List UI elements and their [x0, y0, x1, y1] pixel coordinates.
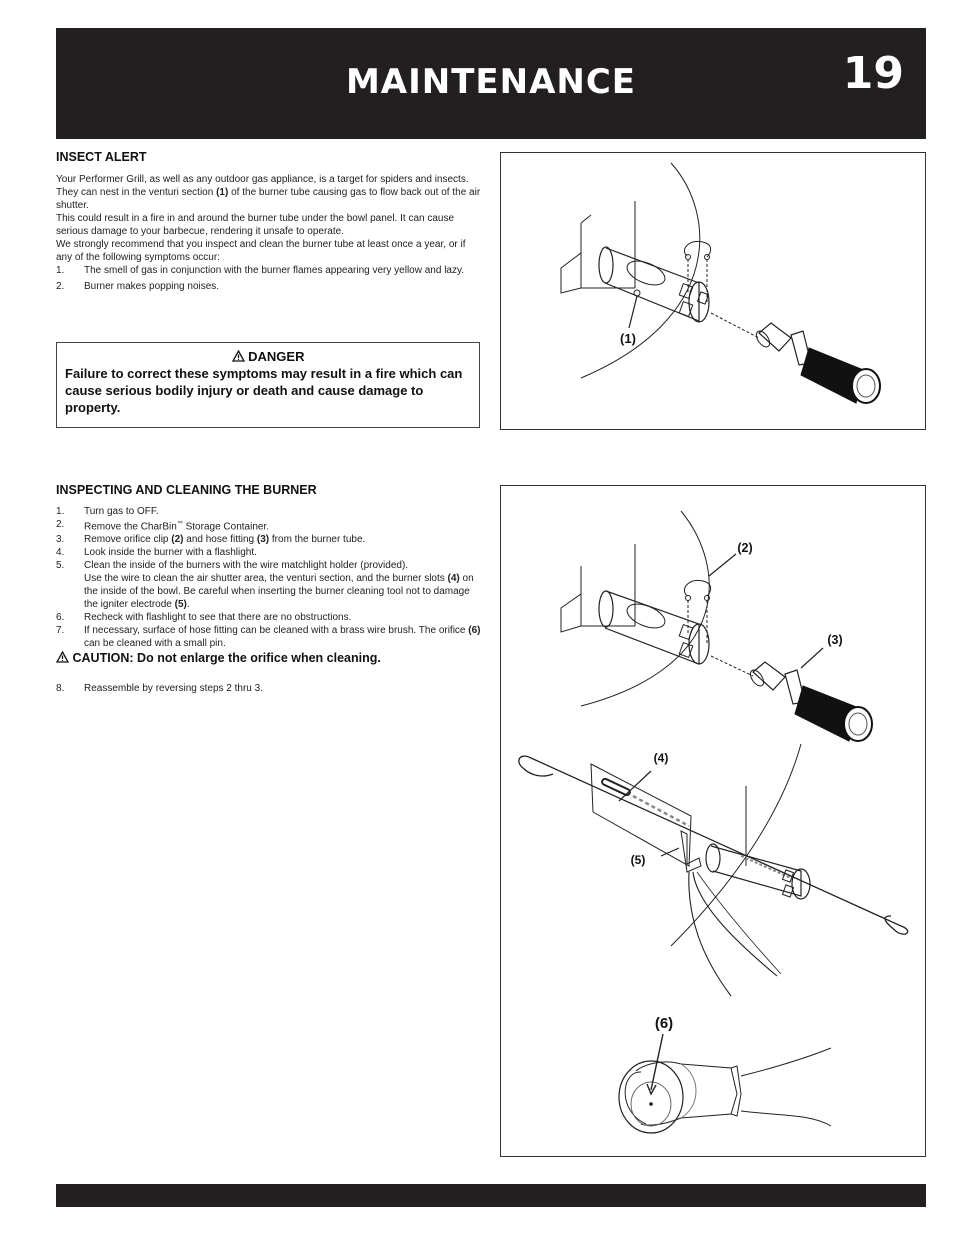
danger-message: Failure to correct these symptoms may result in a fire which can cause serious bodily injury or death and cause damage to property. — [65, 366, 463, 415]
symptom-list — [56, 264, 484, 293]
list-number: 4. — [56, 547, 65, 559]
callout-ref-1: (1) — [216, 187, 229, 198]
list-item — [56, 624, 484, 650]
list-item — [56, 611, 484, 624]
callout-label-4: (4) — [653, 751, 669, 765]
list-text: Look inside the burner with a flashlight. — [84, 547, 257, 559]
callout-label-6: (6) — [654, 1015, 674, 1032]
text-run: Remove the CharBin — [84, 521, 177, 533]
page-footer-bar — [56, 1184, 926, 1207]
list-number: 8. — [56, 683, 65, 694]
warning-triangle-icon — [56, 651, 69, 663]
list-text: Burner makes popping noises. — [84, 281, 220, 292]
text-run: and hose fitting — [183, 534, 257, 546]
trademark-symbol: ™ — [176, 521, 183, 527]
callout-ref-3: (3) — [256, 534, 270, 546]
list-item — [56, 280, 484, 293]
list-number: 1. — [56, 265, 65, 276]
inspecting-steps — [56, 505, 484, 650]
text-run: Use the wire to clean the air shutter area, the venturi section, and the burner slots — [84, 573, 448, 585]
insect-alert-paragraph-1 — [56, 173, 484, 212]
text-run: can be cleaned with a small pin. — [84, 638, 226, 650]
page-number: 19 — [842, 48, 904, 99]
caution-text: CAUTION: Do not enlarge the orifice when cleaning. — [72, 651, 381, 665]
callout-ref-6: (6) — [468, 625, 481, 637]
list-number: 3. — [56, 534, 65, 546]
figure-burner-venturi — [500, 152, 926, 430]
cleaning-illustration — [501, 486, 924, 1155]
inspecting-heading: INSPECTING AND CLEANING THE BURNER — [56, 483, 317, 497]
callout-label-1: (1) — [620, 331, 636, 346]
page-header — [56, 28, 926, 139]
list-item — [56, 546, 484, 559]
step-list-continued — [56, 682, 484, 695]
text-run: Remove orifice clip — [84, 534, 172, 546]
list-item — [56, 505, 484, 518]
list-number: 5. — [56, 560, 65, 572]
list-number: 6. — [56, 612, 65, 624]
list-number: 2. — [56, 519, 65, 530]
final-step — [56, 682, 484, 695]
list-item — [56, 264, 484, 277]
burner-illustration — [501, 153, 924, 428]
callout-label-2: (2) — [737, 541, 753, 555]
callout-label-5: (5) — [630, 853, 646, 867]
warning-triangle-icon — [232, 350, 245, 362]
figure-burner-cleaning — [500, 485, 926, 1157]
callout-ref-4: (4) — [447, 573, 460, 585]
text-run: of the burner tube causing gas to flow back out of the air shutter. — [56, 187, 481, 211]
list-text: Recheck with flashlight to see that there are no obstructions. — [84, 612, 352, 624]
text-run: Storage Container. — [182, 521, 269, 533]
list-item — [56, 518, 484, 533]
callout-ref-5: (5) — [174, 599, 187, 611]
callout-label-3: (3) — [827, 633, 843, 647]
list-item — [56, 533, 484, 546]
list-item — [56, 682, 484, 695]
danger-title — [57, 349, 479, 364]
text-run: . — [186, 599, 190, 611]
text-run: If necessary, surface of hose fitting can be cleaned with a brass wire brush. The orifice — [84, 625, 469, 637]
list-item — [56, 559, 484, 611]
insect-alert-paragraph-3: We strongly recommend that you inspect and clean the burner tube at least once a year, or if any of the following symptoms occur: — [56, 239, 466, 263]
list-number: 7. — [56, 625, 65, 637]
insect-alert-paragraph-2: This could result in a fire in and around the burner tube under the bowl panel. It can cause serious damage to your barbecue, rendering it unsafe to operate. — [56, 213, 455, 237]
danger-title-text: DANGER — [248, 349, 305, 364]
callout-ref-2: (2) — [171, 534, 184, 546]
page-title: MAINTENANCE — [345, 62, 637, 102]
caution-notice — [56, 651, 381, 665]
text-run: Your Performer Grill, as well as any outdoor gas appliance, is a target for spiders and insects. They can nest in the venturi section — [56, 174, 469, 198]
list-text: Reassemble by reversing steps 2 thru 3. — [84, 683, 263, 694]
insect-alert-heading: INSECT ALERT — [56, 150, 147, 164]
text-run: from the burner tube. — [269, 534, 366, 546]
list-number: 1. — [56, 506, 65, 517]
text-run: on the inside of the bowl. Be careful when inserting the burner cleaning tool not to damage the igniter electrode — [84, 573, 474, 611]
list-text: Turn gas to OFF. — [84, 506, 159, 517]
insect-alert-body — [56, 173, 484, 293]
list-text: Clean the inside of the burners with the wire matchlight holder (provided). — [84, 560, 409, 572]
step-list — [56, 505, 484, 650]
danger-notice — [56, 342, 480, 428]
list-text: The smell of gas in conjunction with the burner flames appearing very yellow and lazy. — [84, 265, 465, 276]
list-number: 2. — [56, 281, 65, 292]
